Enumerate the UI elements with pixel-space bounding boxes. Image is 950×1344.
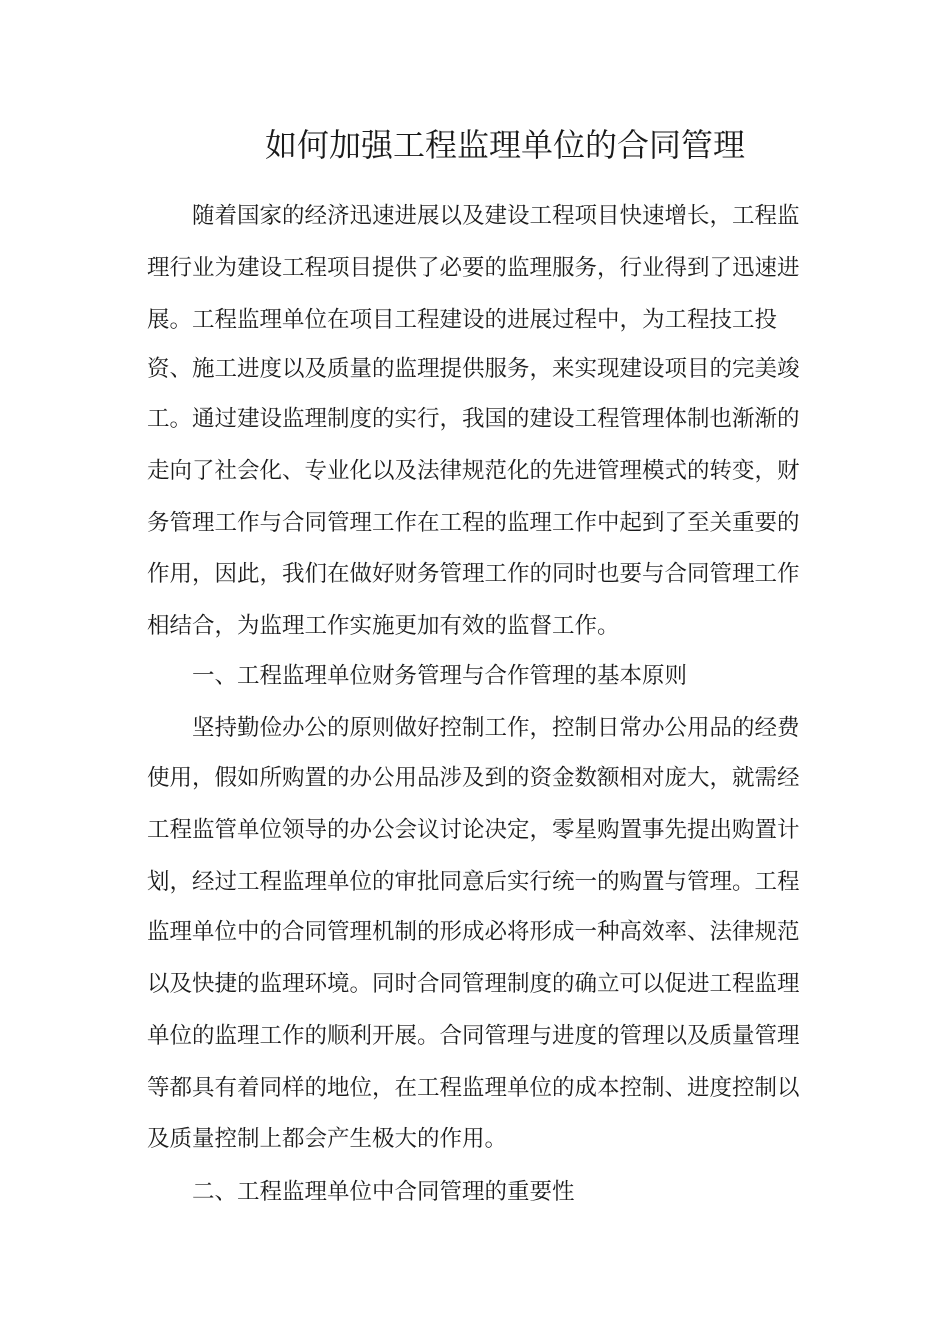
section-heading: 一、工程监理单位财务管理与合作管理的基本原则 [192, 663, 688, 689]
paragraph-line: 使用，假如所购置的办公用品涉及到的资金数额相对庞大，就需经 [147, 765, 800, 791]
paragraph-line: 走向了社会化、专业化以及法律规范化的先进管理模式的转变，财 [147, 458, 800, 484]
paragraph-line: 及质量控制上都会产生极大的作用。 [147, 1126, 508, 1152]
paragraph-line: 展。工程监理单位在项目工程建设的进展过程中，为工程技工投 [147, 307, 778, 333]
section-heading: 二、工程监理单位中合同管理的重要性 [192, 1179, 575, 1205]
paragraph-line: 工程监管单位领导的办公会议讨论决定，零星购置事先提出购置计 [147, 817, 800, 843]
paragraph-line: 资、施工进度以及质量的监理提供服务，来实现建设项目的完美竣 [147, 356, 800, 382]
paragraph-line: 划，经过工程监理单位的审批同意后实行统一的购置与管理。工程 [147, 869, 800, 895]
paragraph-line: 工。通过建设监理制度的实行，我国的建设工程管理体制也渐渐的 [147, 406, 800, 432]
paragraph-line: 等都具有着同样的地位，在工程监理单位的成本控制、进度控制以 [147, 1075, 800, 1101]
paragraph-line: 务管理工作与合同管理工作在工程的监理工作中起到了至关重要的 [147, 510, 800, 536]
paragraph-line: 随着国家的经济迅速进展以及建设工程项目快速增长，工程监 [192, 203, 800, 229]
paragraph-line: 监理单位中的合同管理机制的形成必将形成一种高效率、法律规范 [147, 919, 800, 945]
paragraph-line: 坚持勤俭办公的原则做好控制工作，控制日常办公用品的经费 [192, 715, 800, 741]
paragraph-line: 单位的监理工作的顺利开展。合同管理与进度的管理以及质量管理 [147, 1023, 800, 1049]
paragraph-line: 作用，因此，我们在做好财务管理工作的同时也要与合同管理工作 [147, 561, 800, 587]
paragraph-line: 相结合，为监理工作实施更加有效的监督工作。 [147, 613, 620, 639]
paragraph-line: 以及快捷的监理环境。同时合同管理制度的确立可以促进工程监理 [147, 971, 800, 997]
paragraph-line: 理行业为建设工程项目提供了必要的监理服务，行业得到了迅速进 [147, 255, 800, 281]
document-title: 如何加强工程监理单位的合同管理 [264, 126, 745, 164]
